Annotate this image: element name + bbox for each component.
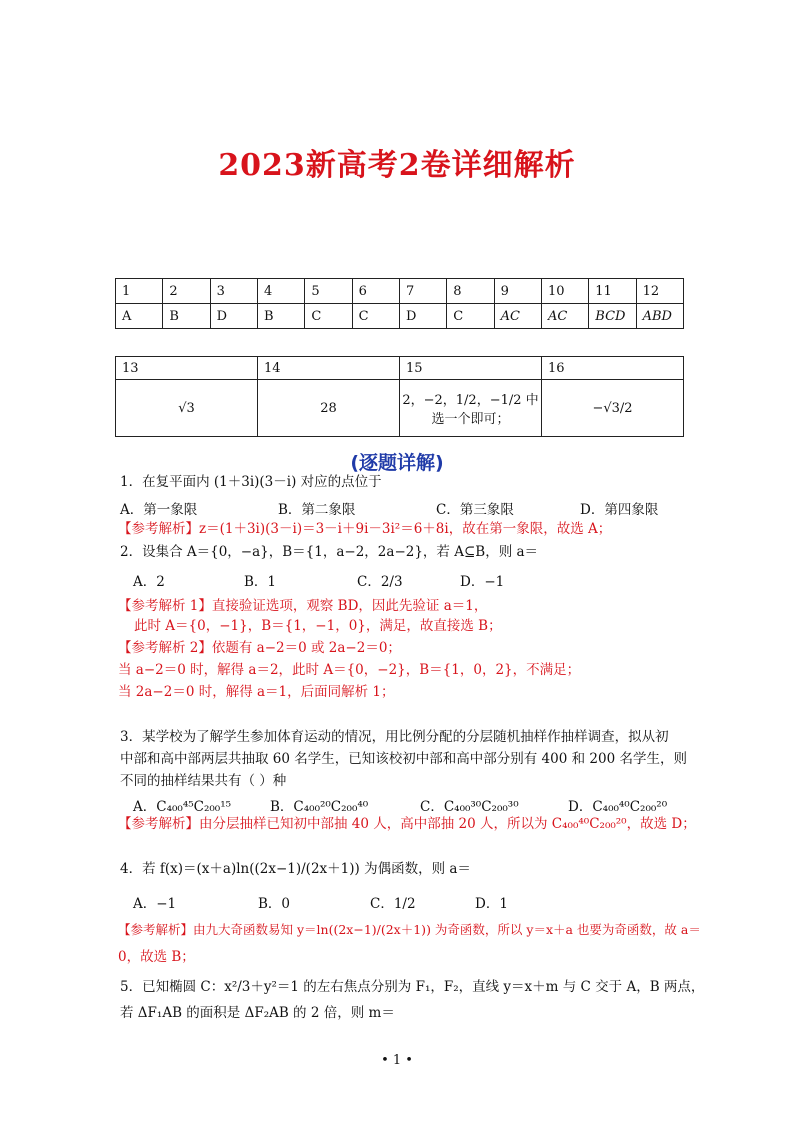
question-3-option-d: D．C₄₀₀⁴⁰C₂₀₀²⁰: [568, 799, 668, 815]
question-4-option-b: B．0: [258, 896, 291, 912]
question-1-stem: 1．在复平面内 (1＋3i)(3－i) 对应的点位于: [120, 474, 382, 490]
table-cell: 1: [116, 279, 163, 304]
question-1-option-a: A．第一象限: [120, 502, 198, 518]
question-4-analysis-1: 【参考解析】由九大奇函数易知 y＝ln((2x−1)/(2x＋1)) 为奇函数，所以 y＝x＋a 也要为奇函数，故 a＝: [118, 922, 701, 937]
table-cell: 14: [258, 357, 400, 380]
table-cell: 10: [541, 279, 588, 304]
table-cell: ABD: [636, 304, 683, 329]
question-2-option-d: D．−1: [460, 574, 505, 590]
question-4-option-a: A．−1: [133, 896, 177, 912]
question-4-option-d: D．1: [475, 896, 508, 912]
table-cell: 12: [636, 279, 683, 304]
table-cell: 5: [305, 279, 352, 304]
question-1-option-d: D．第四象限: [580, 502, 659, 518]
question-2-analysis-1b: 此时 A＝{0，−1}，B＝{1，−1，0}，满足，故直接选 B；: [134, 618, 502, 634]
table-cell: A: [116, 304, 163, 329]
table-cell: 2: [163, 279, 210, 304]
table-cell: 7: [399, 279, 446, 304]
table-cell: C: [352, 304, 399, 329]
question-2-analysis-2b: 当 a−2＝0 时，解得 a＝2，此时 A＝{0，−2}，B＝{1，0，2}，不满足；: [118, 662, 581, 678]
question-3-option-c: C．C₄₀₀³⁰C₂₀₀³⁰: [420, 799, 519, 815]
table-cell: 11: [589, 279, 636, 304]
table-cell: AC: [541, 304, 588, 329]
table-cell: 8: [447, 279, 494, 304]
table-cell: 4: [257, 279, 304, 304]
answer-table-choice: [115, 278, 684, 329]
table-cell: 13: [116, 357, 258, 380]
question-3-option-a: A．C₄₀₀⁴⁵C₂₀₀¹⁵: [133, 799, 232, 815]
question-2-option-b: B．1: [244, 574, 277, 590]
question-2-option-a: A．2: [133, 574, 165, 590]
table-cell: 9: [494, 279, 541, 304]
table-cell: C: [305, 304, 352, 329]
answer-table-fill: [115, 356, 684, 437]
question-5-stem-2: 若 ΔF₁AB 的面积是 ΔF₂AB 的 2 倍，则 m＝: [120, 1005, 395, 1021]
question-3-stem-2: 中部和高中部两层共抽取 60 名学生，已知该校初中部和高中部分别有 400 和 200 名学生，则: [120, 751, 687, 767]
table-cell: 28: [258, 380, 400, 437]
question-3-option-b: B．C₄₀₀²⁰C₂₀₀⁴⁰: [270, 799, 369, 815]
page-title: 2023新高考2卷详细解析: [218, 148, 576, 183]
table-cell: 3: [210, 279, 257, 304]
table-row: [116, 279, 684, 304]
question-2-option-c: C．2/3: [357, 574, 403, 590]
table-cell: C: [447, 304, 494, 329]
question-4-analysis-2: 0，故选 B；: [118, 949, 195, 965]
table-cell: B: [163, 304, 210, 329]
table-row: [116, 380, 684, 437]
page-number: • 1 •: [381, 1053, 413, 1068]
table-cell: 15: [400, 357, 542, 380]
table-cell: BCD: [589, 304, 636, 329]
table-cell: √3: [116, 380, 258, 437]
table-row: [116, 357, 684, 380]
table-cell: 6: [352, 279, 399, 304]
question-2-analysis-1: 【参考解析 1】直接验证选项，观察 BD，因此先验证 a＝1，: [118, 598, 488, 614]
table-cell: 2，−2，1/2，−1/2 中选一个即可；: [400, 380, 542, 437]
question-5-stem-1: 5．已知椭圆 C：x²/3＋y²＝1 的左右焦点分别为 F₁，F₂，直线 y＝x＋m 与 C 交于 A，B 两点，: [120, 979, 705, 995]
table-cell: D: [210, 304, 257, 329]
table-cell: B: [257, 304, 304, 329]
question-3-analysis: 【参考解析】由分层抽样已知初中部抽 40 人，高中部抽 20 人，所以为 C₄₀₀⁴⁰C₂₀₀²⁰，故选 D；: [118, 816, 696, 832]
question-1-option-b: B．第二象限: [278, 502, 356, 518]
table-row: [116, 304, 684, 329]
question-2-analysis-2: 【参考解析 2】依题有 a−2＝0 或 2a−2＝0；: [118, 640, 401, 656]
section-title: (逐题详解): [350, 452, 444, 474]
question-4-stem: 4．若 f(x)＝(x＋a)ln((2x−1)/(2x＋1)) 为偶函数，则 a＝: [120, 861, 471, 877]
question-4-option-c: C．1/2: [370, 896, 416, 912]
table-cell: D: [399, 304, 446, 329]
question-1-analysis: 【参考解析】z＝(1＋3i)(3－i)＝3－i＋9i－3i²＝6＋8i，故在第一象限，故选 A；: [118, 521, 612, 537]
table-cell: −√3/2: [542, 380, 684, 437]
question-2-stem: 2．设集合 A＝{0，−a}，B＝{1，a−2，2a−2}，若 A⊆B，则 a＝: [120, 544, 539, 560]
question-3-stem-1: 3．某学校为了解学生参加体育运动的情况，用比例分配的分层随机抽样作抽样调查，拟从初: [120, 729, 669, 745]
question-3-stem-3: 不同的抽样结果共有（ ）种: [120, 773, 287, 789]
table-cell: 16: [542, 357, 684, 380]
question-2-analysis-2c: 当 2a−2＝0 时，解得 a＝1，后面同解析 1；: [118, 684, 395, 700]
question-1-option-c: C．第三象限: [436, 502, 514, 518]
table-cell: AC: [494, 304, 541, 329]
